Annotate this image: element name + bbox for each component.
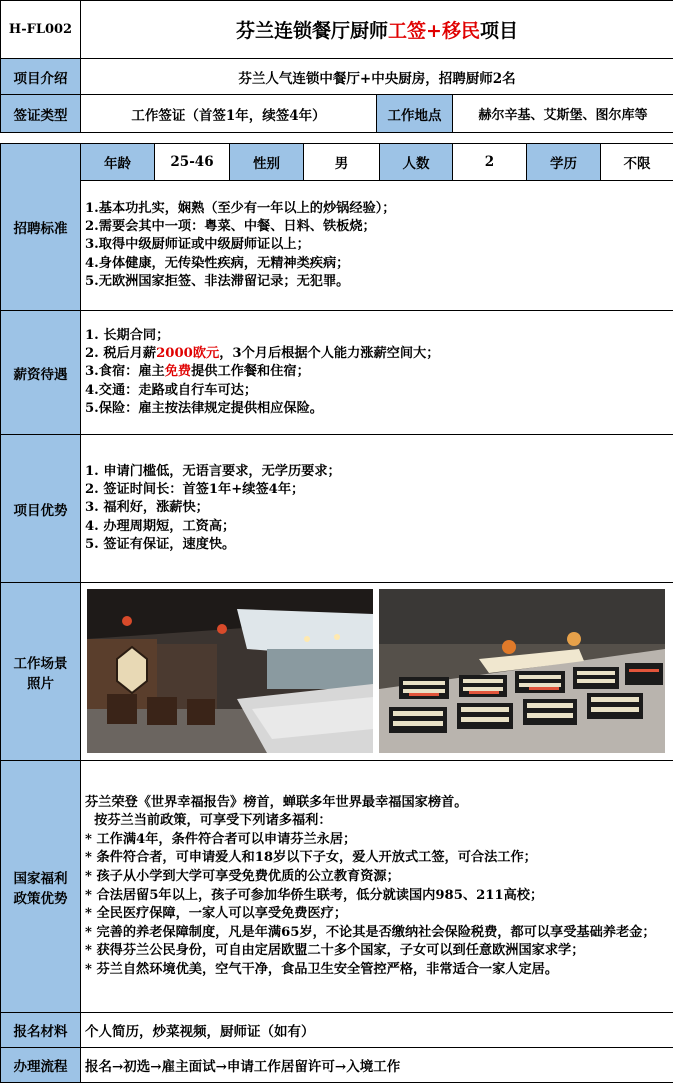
list-item: * 获得芬兰公民身份，可自由定居欧盟二十多个国家，子女可以到任意欧洲国家求学； <box>85 942 669 961</box>
list-item: * 全民医疗保障，一家人可以享受免费医疗； <box>85 905 669 924</box>
age-label: 年龄 <box>81 144 155 181</box>
headcount-label: 人数 <box>380 144 453 181</box>
education-label: 学历 <box>527 144 601 181</box>
list-item: 5.无欧洲国家拒签、非法滞留记录；无犯罪。 <box>85 273 669 291</box>
process-label: 办理流程 <box>1 1048 81 1083</box>
list-item: 1. 长期合同； <box>85 327 669 345</box>
details-table <box>0 143 673 1083</box>
welfare-label: 国家福利 政策优势 <box>1 761 81 1013</box>
headcount-value: 2 <box>453 144 527 181</box>
advantages-list <box>81 435 673 583</box>
page-title: 芬兰连锁餐厅厨师工签+移民项目 <box>81 1 673 59</box>
header-table <box>0 0 673 133</box>
restaurant-interior-photo <box>87 589 373 753</box>
visa-type-value: 工作签证（首签1年，续签4年） <box>81 95 377 133</box>
list-item: 4.身体健康，无传染性疾病，无精神类疾病； <box>85 255 669 273</box>
list-item: 4. 办理周期短，工资高； <box>85 518 669 536</box>
intro-label: 项目介绍 <box>1 59 81 95</box>
list-item: 3.食宿：雇主免费提供工作餐和住宿； <box>85 363 669 381</box>
process-value: 报名→初选→雇主面试→申请工作居留许可→入境工作 <box>81 1048 673 1083</box>
gender-label: 性别 <box>230 144 304 181</box>
work-location-value: 赫尔辛基、艾斯堡、图尔库等 <box>453 95 673 133</box>
sushi-buffet-photo <box>379 589 665 753</box>
project-code: H-FL002 <box>1 1 81 59</box>
list-item: 1.基本功扎实，娴熟（至少有一年以上的炒锅经验）； <box>85 200 669 218</box>
list-item: * 孩子从小学到大学可享受免费优质的公立教育资源； <box>85 868 669 887</box>
list-item: 5. 签证有保证，速度快。 <box>85 536 669 554</box>
work-location-label: 工作地点 <box>377 95 453 133</box>
materials-label: 报名材料 <box>1 1013 81 1048</box>
intro-value: 芬兰人气连锁中餐厅+中央厨房，招聘厨师2名 <box>81 59 673 95</box>
list-item: 2. 税后月薪2000欧元，3个月后根据个人能力涨薪空间大； <box>85 345 669 363</box>
materials-value: 个人简历，炒菜视频，厨师证（如有） <box>81 1013 673 1048</box>
list-item: * 条件符合者，可申请爱人和18岁以下子女，爱人开放式工签，可合法工作； <box>85 849 669 868</box>
requirements-label: 招聘标准 <box>1 144 81 311</box>
list-item: * 完善的养老保障制度，凡是年满65岁，不论其是否缴纳社会保险税费，都可以享受基础养老金； <box>85 924 669 943</box>
salary-label: 薪资待遇 <box>1 311 81 435</box>
list-item: 2. 签证时间长：首签1年+续签4年； <box>85 481 669 499</box>
list-item: * 工作满4年，条件符合者可以申请芬兰永居； <box>85 831 669 850</box>
visa-type-label: 签证类型 <box>1 95 81 133</box>
list-item: 2.需要会其中一项：粤菜、中餐、日料、铁板烧； <box>85 218 669 236</box>
list-item: * 合法居留5年以上，孩子可参加华侨生联考，低分就读国内985、211高校； <box>85 887 669 906</box>
education-value: 不限 <box>601 144 673 181</box>
list-item: 3.取得中级厨师证或中级厨师证以上； <box>85 236 669 254</box>
list-item: 4.交通：走路或自行车可达； <box>85 382 669 400</box>
list-item: 3. 福利好，涨薪快； <box>85 499 669 517</box>
advantages-label: 项目优势 <box>1 435 81 583</box>
age-value: 25-46 <box>155 144 230 181</box>
welfare-list <box>81 761 673 1013</box>
list-item: 芬兰荣登《世界幸福报告》榜首，蝉联多年世界最幸福国家榜首。 <box>85 794 669 813</box>
photos-cell <box>81 583 673 761</box>
list-item: 1. 申请门槛低，无语言要求，无学历要求； <box>85 463 669 481</box>
requirements-list <box>81 181 673 311</box>
gender-value: 男 <box>304 144 380 181</box>
list-item: 按芬兰当前政策，可享受下列诸多福利： <box>85 812 669 831</box>
list-item: 5.保险：雇主按法律规定提供相应保险。 <box>85 400 669 418</box>
list-item: * 芬兰自然环境优美，空气干净，食品卫生安全管控严格，非常适合一家人定居。 <box>85 961 669 980</box>
photos-label: 工作场景 照片 <box>1 583 81 761</box>
salary-list <box>81 311 673 435</box>
